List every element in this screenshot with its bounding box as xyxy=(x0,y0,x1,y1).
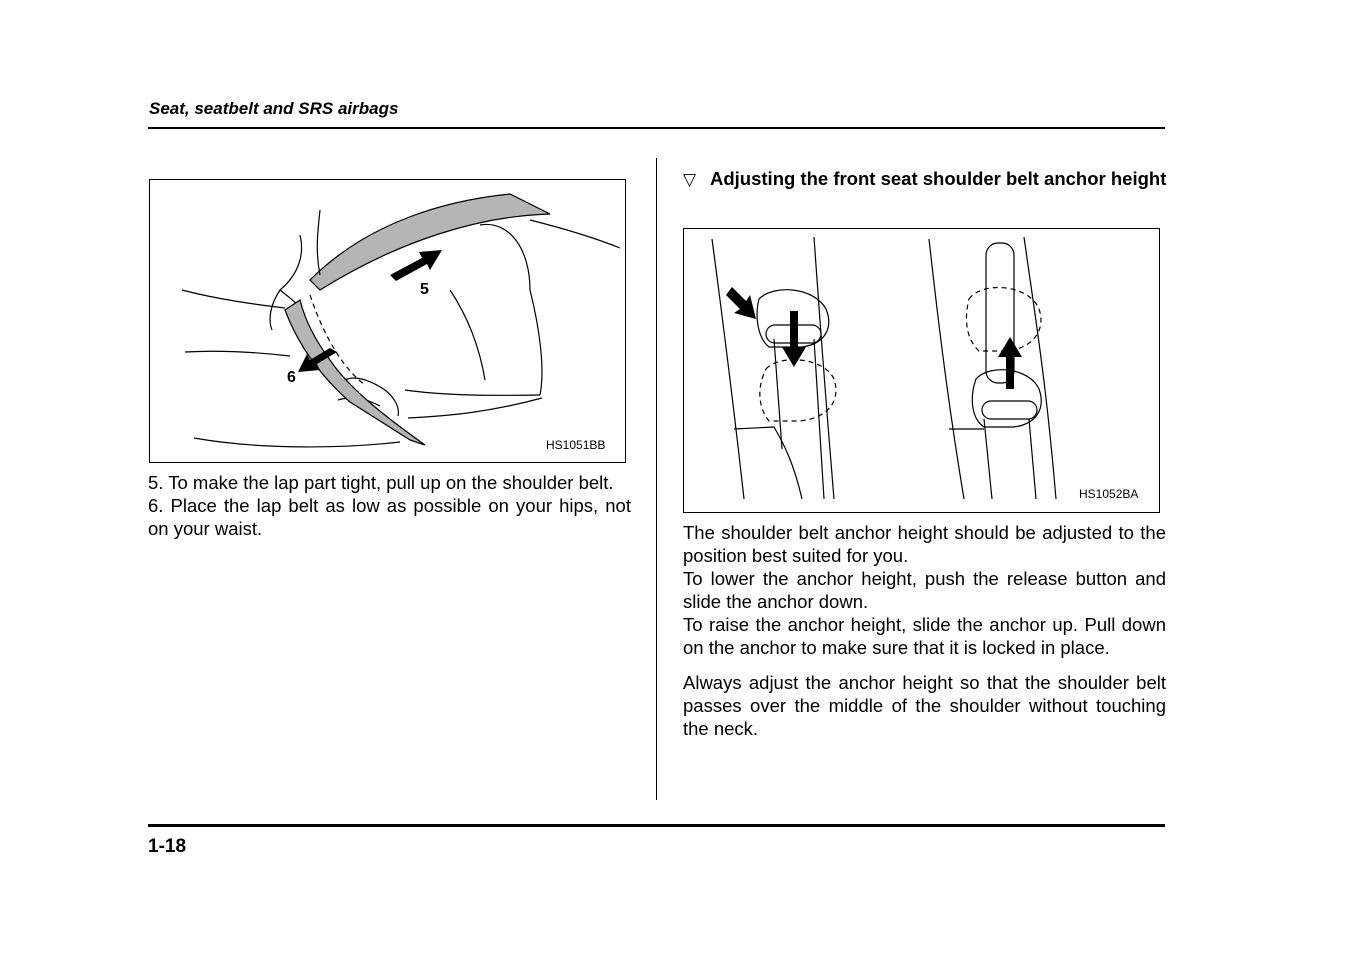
anchor-height-illustration xyxy=(684,229,1161,514)
lap-belt-figure xyxy=(149,179,626,463)
lap-belt-illustration xyxy=(150,180,627,464)
paragraph-always: Always adjust the anchor height so that the shoulder belt passes over the middle of the shoulder without touching the neck. xyxy=(683,672,1166,739)
figure-code: HS1052BA xyxy=(1079,487,1139,501)
footer-rule xyxy=(148,824,1165,827)
column-divider xyxy=(656,158,657,800)
header-rule xyxy=(148,127,1165,129)
triangle-marker-icon: ▽ xyxy=(683,170,697,189)
paragraph-raise: To raise the anchor height, slide the anchor up. Pull down on the anchor to make sure that it is locked in place. xyxy=(683,614,1166,658)
anchor-height-figure xyxy=(683,228,1160,513)
heading-text: Adjusting the front seat shoulder belt anchor height xyxy=(710,168,1167,189)
page-number: 1-18 xyxy=(148,836,187,857)
left-instructions xyxy=(148,471,631,540)
paragraph-lower: To lower the anchor height, push the release button and slide the anchor down. xyxy=(683,568,1166,612)
paragraph-adjust: The shoulder belt anchor height should be adjusted to the position best suited for you. xyxy=(683,522,1166,566)
right-body xyxy=(683,521,1166,740)
figure-code: HS1051BB xyxy=(546,438,606,452)
callout-6: 6 xyxy=(287,369,296,386)
subsection-heading xyxy=(683,167,1168,190)
callout-5: 5 xyxy=(420,281,429,298)
step-6: 6. Place the lap belt as low as possible on your hips, not on your waist. xyxy=(148,495,631,539)
section-title: Seat, seatbelt and SRS airbags xyxy=(149,99,399,118)
step-5: 5. To make the lap part tight, pull up on the shoulder belt. xyxy=(148,472,614,493)
